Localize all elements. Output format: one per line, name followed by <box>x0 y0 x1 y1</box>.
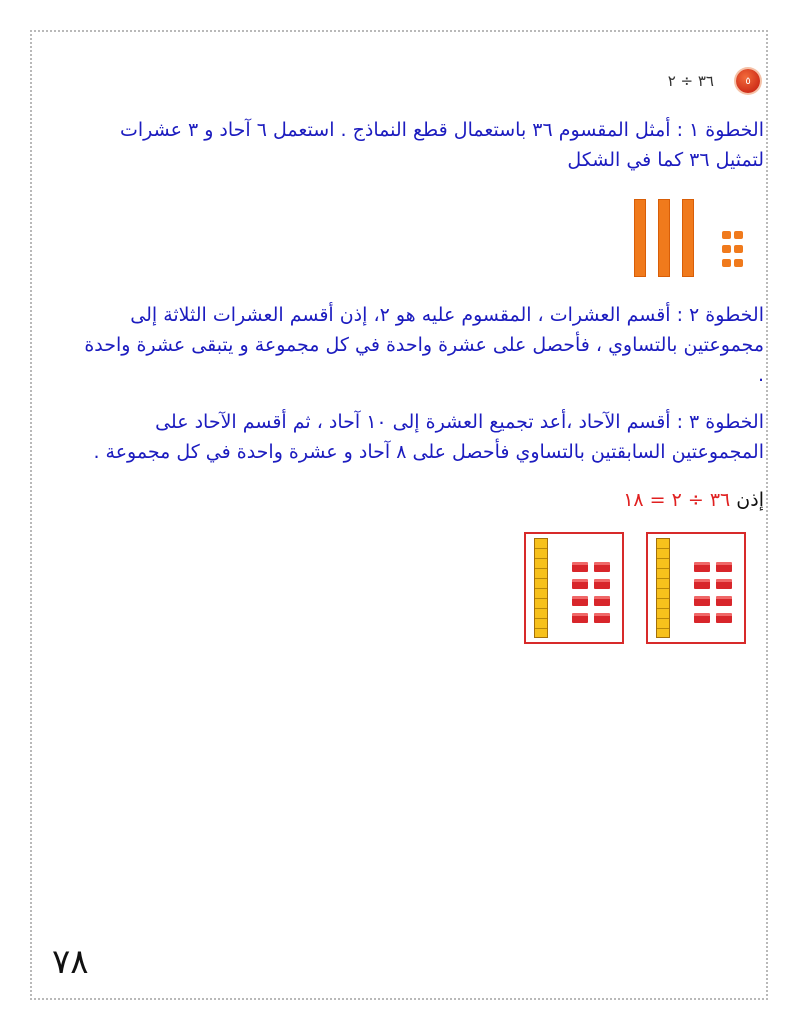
step-3-line-1: الخطوة ٣ : أقسم الآحاد ،أعد تجميع العشرة إلى ١٠ آحاد ، ثم أقسم الآحاد على <box>155 411 764 433</box>
group-box <box>524 532 624 644</box>
unit-cube <box>694 596 710 606</box>
group-box <box>646 532 746 644</box>
step-1-line-2: لتمثيل ٣٦ كما في الشكل <box>567 149 764 171</box>
page-border <box>30 30 768 1000</box>
step-2-text <box>44 300 764 390</box>
unit-block <box>722 259 731 267</box>
unit-cube <box>594 562 610 572</box>
step-1-text <box>44 115 764 175</box>
step-2-line-2: مجموعتين بالتساوي ، فأحصل على عشرة واحدة في كل مجموعة و يتبقى عشرة واحدة <box>84 334 764 356</box>
step-2-line-3: . <box>757 364 764 386</box>
unit-block <box>734 259 743 267</box>
result-prefix: إذن <box>736 489 764 511</box>
unit-cube <box>716 613 732 623</box>
result-line <box>44 485 764 515</box>
tens-rod <box>682 199 694 277</box>
page-number: ٧٨ <box>52 942 89 982</box>
problem-number-badge: ٥ <box>736 69 760 93</box>
base-ten-blocks-36 <box>628 199 758 279</box>
problem-expression: ٣٦ ÷ ٢ <box>667 72 714 90</box>
step-1-line-1: الخطوة ١ : أمثل المقسوم ٣٦ باستعمال قطع النماذج . استعمل ٦ آحاد و ٣ عشرات <box>119 119 764 141</box>
step-2-line-1: الخطوة ٢ : أقسم العشرات ، المقسوم عليه هو ٢، إذن أقسم العشرات الثلاثة إلى <box>130 304 764 326</box>
tens-rod <box>656 538 670 638</box>
unit-cube <box>572 579 588 589</box>
unit-cube <box>716 596 732 606</box>
tens-rod <box>634 199 646 277</box>
result-equation: ٣٦ ÷ ٢ = ١٨ <box>623 489 731 511</box>
unit-cube <box>694 579 710 589</box>
unit-cube <box>572 562 588 572</box>
unit-cube <box>716 579 732 589</box>
unit-cube <box>694 562 710 572</box>
unit-block <box>734 245 743 253</box>
unit-cube <box>694 613 710 623</box>
unit-cube <box>594 613 610 623</box>
unit-cube <box>594 579 610 589</box>
unit-cube <box>572 613 588 623</box>
tens-rod <box>658 199 670 277</box>
unit-block <box>734 231 743 239</box>
step-3-text <box>44 407 764 467</box>
problem-header <box>668 68 760 94</box>
tens-rod <box>534 538 548 638</box>
unit-cube <box>716 562 732 572</box>
unit-block <box>722 231 731 239</box>
step-3-line-2: المجموعتين السابقتين بالتساوي فأحصل على ٨ آحاد و عشرة واحدة في كل مجموعة . <box>93 441 764 463</box>
unit-block <box>722 245 731 253</box>
unit-cube <box>572 596 588 606</box>
unit-cube <box>594 596 610 606</box>
